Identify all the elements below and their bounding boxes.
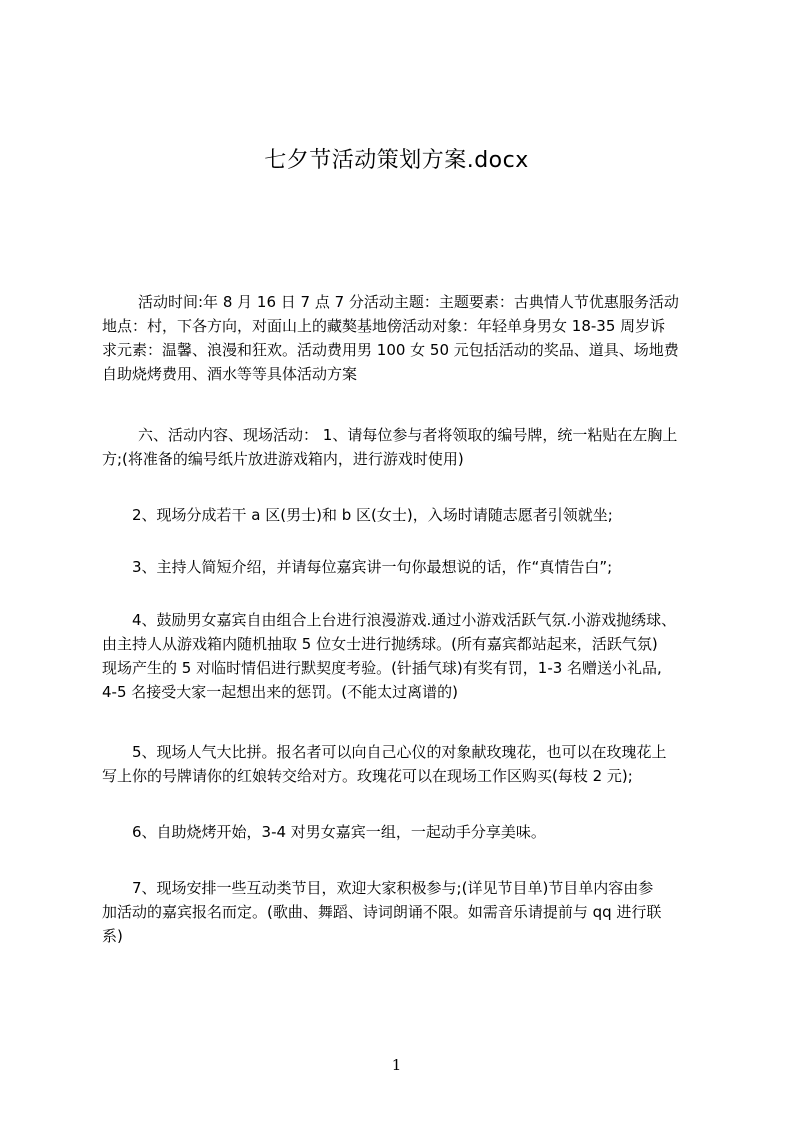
paragraph-step-7 — [102, 876, 722, 948]
paragraph-line: 求元素：温馨、浪漫和狂欢。活动费用男 100 女 50 元包括活动的奖品、道具、场地费 — [102, 341, 679, 359]
paragraph-line: 由主持人从游戏箱内随机抽取 5 位女士进行抛绣球。(所有嘉宾都站起来，活跃气氛) — [102, 635, 658, 653]
paragraph-line: 地点：村，下各方向，对面山上的藏獒基地傍活动对象：年轻单身男女 18-35 周岁诉 — [102, 317, 666, 335]
document-title: 七夕节活动策划方案.docx — [264, 148, 529, 173]
paragraph-line: 5、现场人气大比拼。报名者可以向自己心仪的对象献玫瑰花，也可以在玫瑰花上 — [132, 743, 667, 761]
paragraph-line: 7、现场安排一些互动类节目，欢迎大家积极参与;(详见节目单)节目单内容由参 — [132, 879, 654, 897]
paragraph-line: 写上你的号牌请你的红娘转交给对方。玫瑰花可以在现场工作区购买(每枝 2 元); — [102, 767, 633, 785]
paragraph-line: 自助烧烤费用、酒水等等具体活动方案 — [102, 365, 358, 383]
paragraph-intro — [102, 290, 722, 386]
paragraph-step-5 — [102, 740, 722, 788]
paragraph-step-3 — [102, 555, 722, 579]
paragraph-line: 现场产生的 5 对临时情侣进行默契度考验。(针插气球)有奖有罚，1-3 名赠送小礼品, — [102, 659, 662, 677]
paragraph-line: 3、主持人简短介绍，并请每位嘉宾讲一句你最想说的话，作“真情告白”; — [132, 558, 613, 576]
paragraph-line: 4、鼓励男女嘉宾自由组合上台进行浪漫游戏.通过小游戏活跃气氛.小游戏抛绣球、 — [132, 611, 677, 629]
paragraph-line: 系) — [102, 927, 123, 945]
paragraph-line: 方;(将准备的编号纸片放进游戏箱内，进行游戏时使用) — [102, 450, 464, 468]
paragraph-line: 活动时间:年 8 月 16 日 7 点 7 分活动主题：主题要素：古典情人节优惠服务活动 — [138, 293, 679, 311]
paragraph-step-6 — [102, 820, 722, 844]
paragraph-line: 6、自助烧烤开始，3-4 对男女嘉宾一组，一起动手分享美味。 — [132, 823, 546, 841]
paragraph-step-1 — [102, 423, 722, 471]
paragraph-line: 4-5 名接受大家一起想出来的惩罚。(不能太过离谱的) — [102, 683, 458, 701]
paragraph-line: 六、活动内容、现场活动： 1、请每位参与者将领取的编号牌，统一粘贴在左胸上 — [138, 426, 678, 444]
paragraph-step-4 — [102, 608, 722, 704]
paragraph-line: 2、现场分成若干 a 区(男士)和 b 区(女士)，入场时请随志愿者引领就坐; — [132, 506, 613, 524]
page-number: 1 — [391, 1056, 402, 1074]
paragraph-step-2 — [102, 503, 722, 527]
paragraph-line: 加活动的嘉宾报名而定。(歌曲、舞蹈、诗词朗诵不限。如需音乐请提前与 qq 进行联 — [102, 903, 662, 921]
